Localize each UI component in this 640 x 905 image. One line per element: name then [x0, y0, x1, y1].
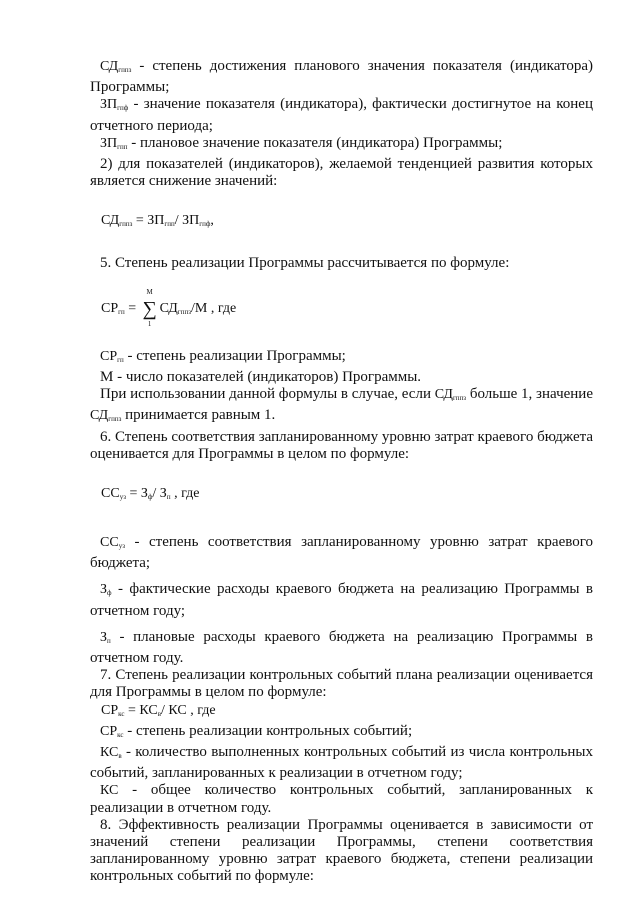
definition-continuation: Программы;	[90, 79, 170, 96]
paragraph-8-line3: запланированному уровню затрат краевого бюджета, степени реализации	[90, 851, 593, 868]
subscript: гпп	[117, 142, 128, 151]
definition-m: М - число показателей (индикаторов) Программы.	[100, 369, 422, 386]
formula-sd-decreasing: $СД_{гппз} = ЗП_{гпп}/$ $ЗП_{гпф}$,	[101, 213, 214, 229]
formula-sr-gp: $СР_{гп}$ = M ∑ 1 $СД_{гппз}/М$ , где	[101, 287, 237, 328]
paragraph-6-line2: оценивается для Программы в целом по формуле:	[90, 445, 410, 462]
definition-continuation: реализации в отчетном году.	[90, 799, 272, 816]
paragraph-8-line2: значений степени реализации Программы, степени соответствия	[90, 833, 593, 850]
symbol-zp: ЗП	[100, 97, 118, 113]
definition-zf: $З_ф$ - фактические расходы краевого бюджета на реализацию Программы в	[100, 581, 593, 598]
subscript: гппз	[118, 66, 132, 74]
paragraph-7-line2: для Программы в целом по формуле:	[90, 684, 327, 701]
definition-ss-uz: $СС_{уз}$ - степень соответствия запланированному уровню затрат краевого	[100, 534, 593, 551]
definition-zp-plan: $З_п$ - плановые расходы краевого бюджета на реализацию Программы в	[100, 628, 593, 645]
subscript: гпф	[117, 104, 129, 113]
paragraph-2-line1: 2) для показателей (индикаторов), желаемой тенденцией развития которых	[100, 156, 593, 173]
paragraph-8-line1: 8. Эффективность реализации Программы оценивается в зависимости от	[100, 816, 593, 833]
definition-continuation: отчетного периода;	[90, 117, 213, 134]
definition-ks-v: $КС_в$ - количество выполненных контрольных событий из числа контрольных	[100, 743, 593, 760]
paragraph-8-line4: контрольных событий по формуле:	[90, 868, 314, 885]
symbol-zp: ЗП	[100, 135, 118, 151]
document-page	[90, 58, 593, 886]
formula-sr-ks: $СР_{кс} = КС_в/$ КС , где	[101, 702, 216, 718]
definition-zpf	[90, 96, 593, 117]
definition-text: - значение показателя (индикатора), фактически достигнутое на конец	[128, 96, 593, 113]
paragraph-5: 5. Степень реализации Программы рассчитывается по формуле:	[100, 255, 510, 272]
definition-sr-ks: $СР_{кс}$ - степень реализации контрольных событий;	[100, 722, 413, 739]
definition-continuation: событий, запланированных к реализации в отчетном году;	[90, 765, 463, 782]
definition-text: - степень достижения планового значения показателя (индикатора)	[131, 58, 593, 74]
definition-sd	[90, 58, 593, 79]
definition-continuation: бюджета;	[90, 555, 151, 572]
symbol-sd: СД	[100, 59, 119, 74]
sum-symbol: M ∑ 1	[142, 287, 157, 328]
paragraph-usage-line1: При использовании данной формулы в случае, если $СД_{гппз}$ больше 1, значение	[100, 386, 593, 403]
definition-zpp	[90, 135, 593, 156]
paragraph-6-line1: 6. Степень соответствия запланированному уровню затрат краевого бюджета	[100, 428, 593, 445]
definition-ks: КС - общее количество контрольных событий, запланированных к	[100, 782, 593, 799]
definition-continuation: отчетном году;	[90, 602, 186, 619]
paragraph-usage-line2: $СД_{гппз}$ принимается равным 1.	[90, 407, 276, 424]
definition-text: - плановое значение показателя (индикатора) Программы;	[127, 134, 503, 151]
paragraph-2-line2: является снижение значений:	[90, 173, 278, 190]
formula-ss-uz: $СС_{уз} = З_ф/$ $З_п$ , где	[101, 486, 200, 502]
definition-continuation: отчетном году.	[90, 650, 184, 667]
definition-sr-gp: $СР_{гп}$ - степень реализации Программы;	[100, 347, 346, 364]
paragraph-7-line1: 7. Степень реализации контрольных событий плана реализации оценивается	[100, 667, 593, 684]
